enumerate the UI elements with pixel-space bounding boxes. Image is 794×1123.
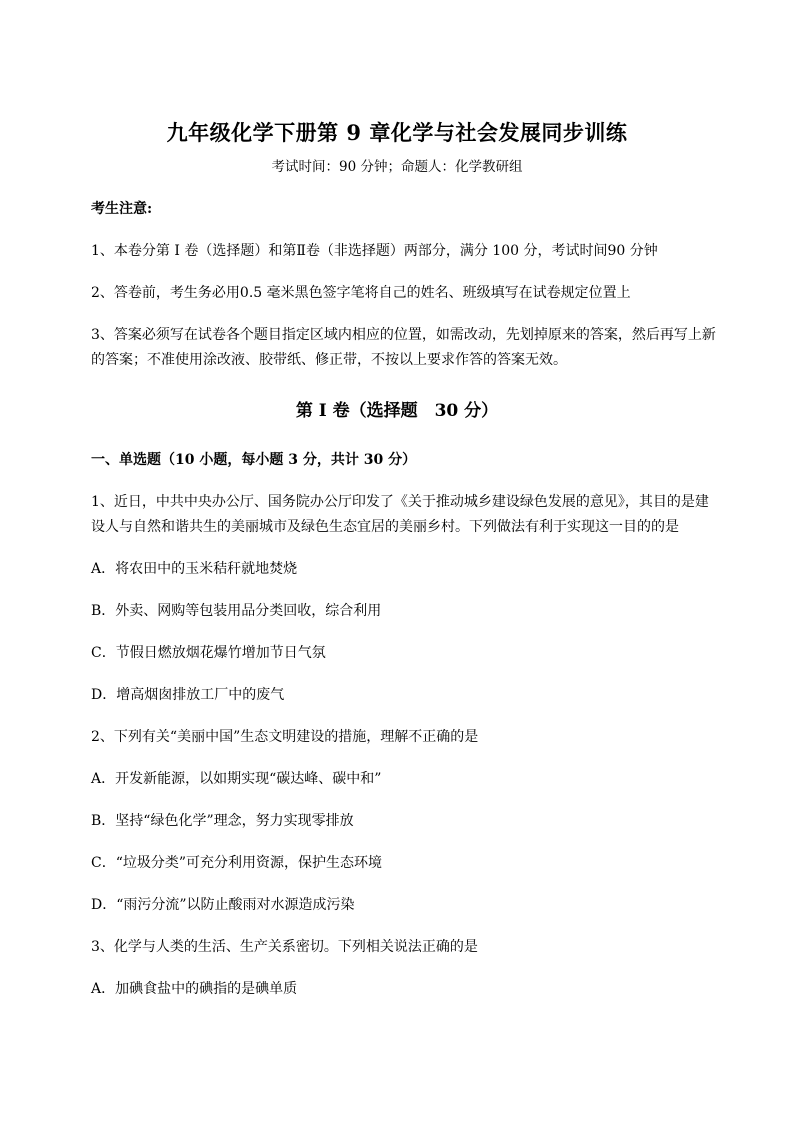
answer-option: B．坚持“绿色化学”理念，努力实现零排放 xyxy=(91,813,354,829)
exam-info: 考试时间：90 分钟；命题人：化学教研组 xyxy=(271,159,523,175)
notice-item: 1、本卷分第 I 卷（选择题）和第Ⅱ卷（非选择题）两部分，满分 100 分，考试时间90 分钟 xyxy=(91,243,658,259)
notice-item: 的答案；不准使用涂改液、胶带纸、修正带，不按以上要求作答的答案无效。 xyxy=(91,352,567,368)
question-stem: 1、近日，中共中央办公厅、国务院办公厅印发了《关于推动城乡建设绿色发展的意见》，其目的是建 xyxy=(91,494,709,510)
answer-option: A．加碘食盐中的碘指的是碘单质 xyxy=(91,981,298,997)
part-heading: 一、单选题（10 小题，每小题 3 分，共计 30 分） xyxy=(91,452,417,468)
answer-option: B．外卖、网购等包装用品分类回收，综合利用 xyxy=(91,603,382,619)
answer-option: D．“雨污分流”以防止酸雨对水源造成污染 xyxy=(91,897,355,913)
notice-item: 2、答卷前，考生务必用0.5 毫米黑色签字笔将自己的姓名、班级填写在试卷规定位置上 xyxy=(91,285,631,301)
answer-option: A．开发新能源，以如期实现“碳达峰、碳中和” xyxy=(91,771,382,787)
section-title: 第 I 卷（选择题 30 分） xyxy=(295,401,499,421)
answer-option: C．节假日燃放烟花爆竹增加节日气氛 xyxy=(91,645,326,661)
page-title: 九年级化学下册第 9 章化学与社会发展同步训练 xyxy=(166,120,628,145)
question-stem: 2、下列有关“美丽中国”生态文明建设的措施，理解不正确的是 xyxy=(91,729,479,745)
answer-option: D．增高烟囱排放工厂中的废气 xyxy=(91,687,285,703)
answer-option: A．将农田中的玉米秸秆就地焚烧 xyxy=(91,561,298,577)
question-stem: 3、化学与人类的生活、生产关系密切。下列相关说法正确的是 xyxy=(91,939,478,955)
answer-option: C．“垃圾分类”可充分利用资源，保护生态环境 xyxy=(91,855,383,871)
question-stem: 设人与自然和谐共生的美丽城市及绿色生态宜居的美丽乡村。下列做法有利于实现这一目的的是 xyxy=(91,519,679,535)
notice-item: 3、答案必须写在试卷各个题目指定区域内相应的位置，如需改动，先划掉原来的答案，然后再写上新 xyxy=(91,327,716,343)
notice-heading: 考生注意: xyxy=(91,201,153,217)
